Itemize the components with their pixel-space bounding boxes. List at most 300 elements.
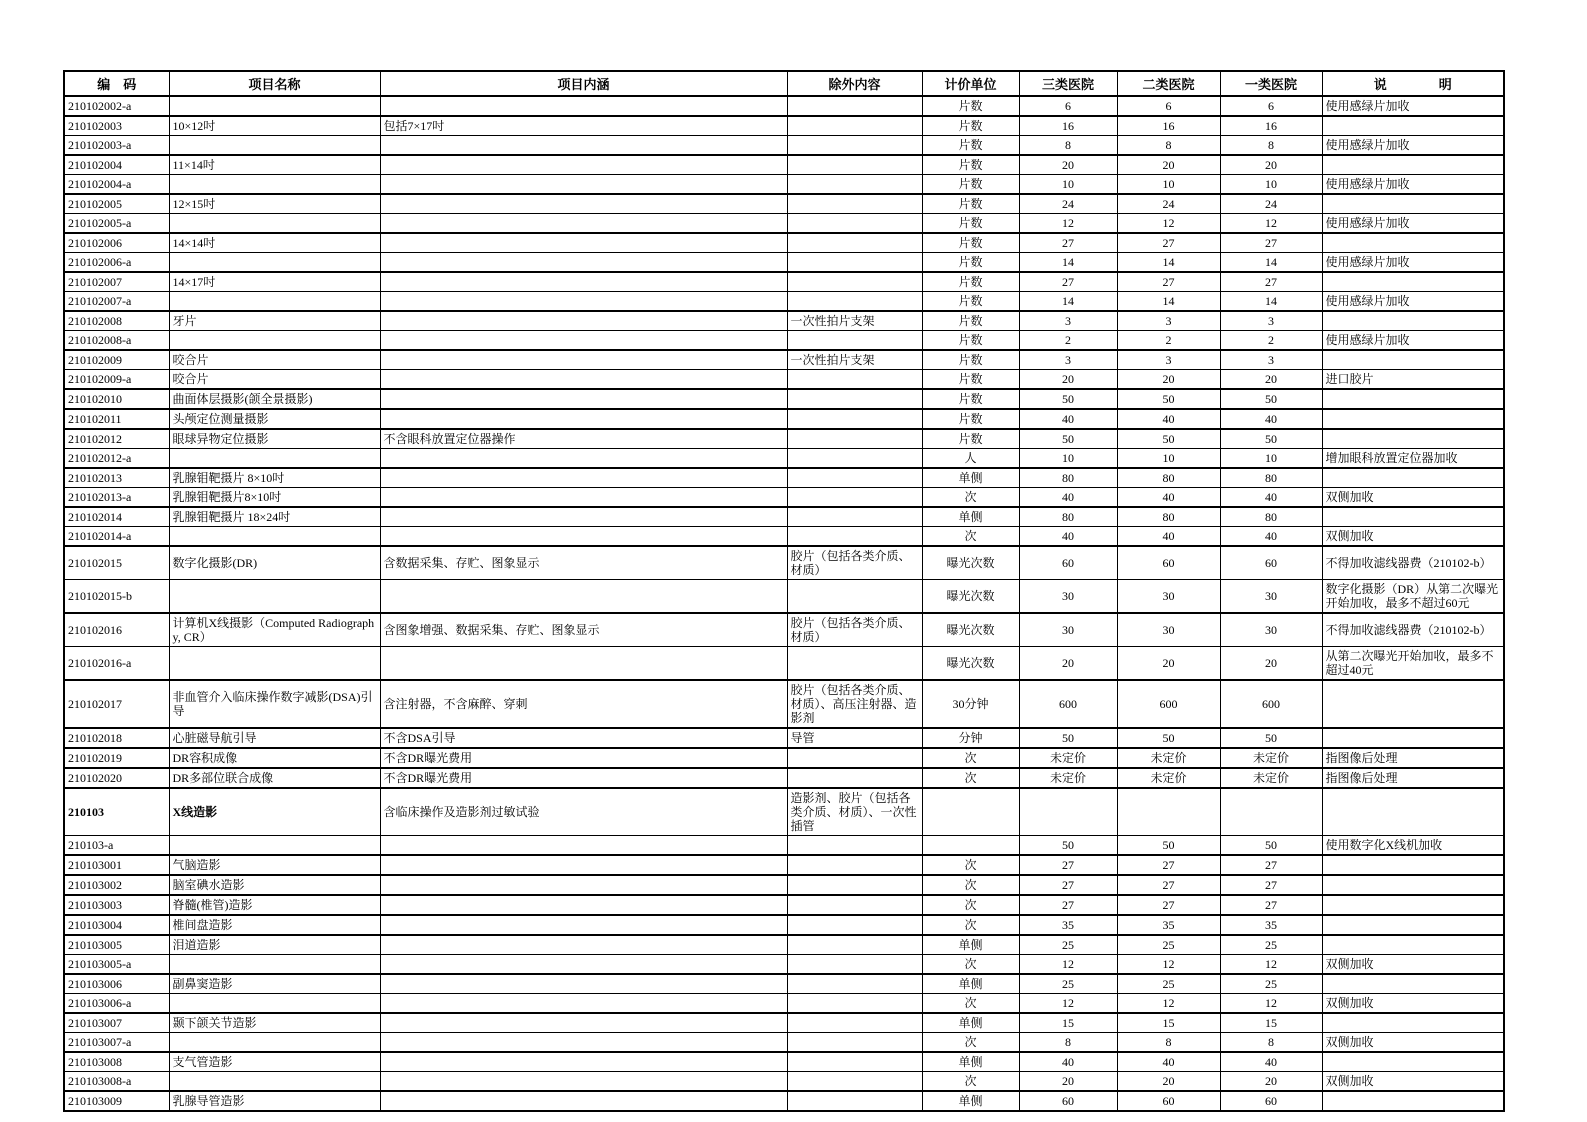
cell-tier3: 未定价 [1019,748,1117,768]
cell-unit: 片数 [922,350,1019,370]
cell-name [169,136,380,156]
cell-code: 210103005-a [64,955,169,975]
cell-tier1: 14 [1220,253,1322,273]
cell-exclude [787,389,922,409]
cell-tier2: 12 [1117,214,1220,234]
cell-code: 210102014-a [64,527,169,547]
cell-content [380,331,787,351]
cell-exclude [787,194,922,214]
cell-code: 210103002 [64,875,169,895]
cell-name: 脊髓(椎管)造影 [169,895,380,915]
cell-tier2: 50 [1117,429,1220,449]
cell-code: 210102009-a [64,370,169,390]
cell-unit: 单侧 [922,507,1019,527]
table-row [64,1091,1504,1111]
cell-code: 210102007 [64,272,169,292]
cell-name: 椎间盘造影 [169,915,380,935]
table-row [64,449,1504,469]
table-row [64,96,1504,116]
cell-content [380,507,787,527]
cell-code: 210102017 [64,680,169,728]
table-row [64,389,1504,409]
table-row [64,311,1504,331]
cell-name: 10×12吋 [169,116,380,136]
cell-exclude [787,580,922,614]
cell-unit: 次 [922,875,1019,895]
cell-tier2: 50 [1117,728,1220,748]
table-row [64,155,1504,175]
cell-note [1322,788,1504,836]
cell-tier1: 27 [1220,855,1322,875]
table-row [64,194,1504,214]
cell-tier3: 24 [1019,194,1117,214]
cell-tier2: 40 [1117,527,1220,547]
table-row [64,527,1504,547]
table-row [64,350,1504,370]
column-header-tier1: 一类医院 [1220,71,1322,96]
table-row [64,468,1504,488]
cell-unit: 片数 [922,155,1019,175]
cell-name [169,253,380,273]
column-header-note: 说 明 [1322,71,1504,96]
cell-name [169,292,380,312]
cell-tier2: 未定价 [1117,748,1220,768]
cell-name [169,955,380,975]
cell-content: 不含眼科放置定位器操作 [380,429,787,449]
cell-exclude [787,488,922,508]
cell-content [380,895,787,915]
cell-code: 210102016-a [64,647,169,681]
cell-tier3: 40 [1019,488,1117,508]
cell-tier2: 30 [1117,580,1220,614]
cell-tier2: 20 [1117,155,1220,175]
cell-name [169,836,380,856]
table-row [64,748,1504,768]
cell-tier2: 80 [1117,507,1220,527]
cell-name [169,96,380,116]
cell-code: 210102006 [64,233,169,253]
cell-note: 双侧加收 [1322,527,1504,547]
cell-unit: 次 [922,527,1019,547]
cell-code: 210102004 [64,155,169,175]
table-row [64,935,1504,955]
cell-unit: 片数 [922,409,1019,429]
cell-note [1322,233,1504,253]
cell-exclude [787,1091,922,1111]
cell-code: 210103004 [64,915,169,935]
cell-note [1322,1013,1504,1033]
cell-content [380,214,787,234]
cell-content [380,468,787,488]
table-row [64,292,1504,312]
cell-tier3: 80 [1019,507,1117,527]
cell-tier1: 6 [1220,96,1322,116]
cell-exclude [787,915,922,935]
cell-tier3: 3 [1019,311,1117,331]
cell-content [380,1013,787,1033]
cell-content: 含图象增强、数据采集、存贮、图象显示 [380,613,787,647]
cell-tier2: 20 [1117,1072,1220,1092]
cell-exclude [787,233,922,253]
column-header-tier2: 二类医院 [1117,71,1220,96]
cell-tier1: 15 [1220,1013,1322,1033]
cell-tier3: 12 [1019,994,1117,1014]
cell-content [380,409,787,429]
cell-tier1: 20 [1220,370,1322,390]
cell-name: 14×17吋 [169,272,380,292]
cell-content: 不含DR曝光费用 [380,748,787,768]
cell-tier1: 50 [1220,429,1322,449]
cell-tier2 [1117,788,1220,836]
table-row [64,680,1504,728]
cell-tier2: 25 [1117,974,1220,994]
cell-tier2: 12 [1117,994,1220,1014]
cell-content [380,580,787,614]
cell-unit [922,836,1019,856]
cell-tier3: 600 [1019,680,1117,728]
cell-unit: 次 [922,994,1019,1014]
cell-note: 从第二次曝光开始加收，最多不超过40元 [1322,647,1504,681]
cell-content [380,836,787,856]
cell-name: 12×15吋 [169,194,380,214]
cell-code: 210103-a [64,836,169,856]
cell-code: 210102014 [64,507,169,527]
cell-tier3: 50 [1019,836,1117,856]
cell-note: 使用感绿片加收 [1322,253,1504,273]
table-row [64,1072,1504,1092]
cell-unit [922,788,1019,836]
cell-content [380,527,787,547]
cell-content [380,194,787,214]
cell-exclude [787,292,922,312]
cell-note [1322,350,1504,370]
cell-note: 使用数字化X线机加收 [1322,836,1504,856]
cell-code: 210102015 [64,546,169,580]
table-row [64,1013,1504,1033]
column-header-code: 编 码 [64,71,169,96]
cell-note [1322,409,1504,429]
cell-note: 不得加收滤线器费（210102-b） [1322,546,1504,580]
cell-tier2: 25 [1117,935,1220,955]
cell-tier1: 未定价 [1220,768,1322,788]
cell-name [169,175,380,195]
cell-tier2: 14 [1117,292,1220,312]
cell-tier1: 27 [1220,272,1322,292]
cell-name: 支气管造影 [169,1052,380,1072]
table-row [64,974,1504,994]
cell-tier1: 20 [1220,155,1322,175]
cell-tier2: 27 [1117,875,1220,895]
cell-note: 双侧加收 [1322,488,1504,508]
cell-tier2: 50 [1117,836,1220,856]
cell-tier2: 40 [1117,1052,1220,1072]
cell-content: 不含DR曝光费用 [380,768,787,788]
column-header-unit: 计价单位 [922,71,1019,96]
cell-name [169,331,380,351]
cell-note: 指图像后处理 [1322,768,1504,788]
table-row [64,272,1504,292]
cell-name: 曲面体层摄影(颌全景摄影) [169,389,380,409]
cell-name: 颞下颌关节造影 [169,1013,380,1033]
cell-content: 不含DSA引导 [380,728,787,748]
table-row [64,214,1504,234]
cell-tier3: 20 [1019,1072,1117,1092]
cell-name: 眼球异物定位摄影 [169,429,380,449]
cell-note [1322,680,1504,728]
cell-exclude [787,214,922,234]
cell-name [169,647,380,681]
cell-tier3: 25 [1019,974,1117,994]
cell-tier3: 60 [1019,546,1117,580]
cell-code: 210102003-a [64,136,169,156]
cell-tier2: 10 [1117,175,1220,195]
table-row [64,136,1504,156]
cell-tier2: 27 [1117,855,1220,875]
cell-tier3: 60 [1019,1091,1117,1111]
cell-code: 210102008 [64,311,169,331]
cell-content [380,311,787,331]
cell-exclude [787,527,922,547]
cell-name: 计算机X线摄影（Computed Radiography, CR） [169,613,380,647]
cell-tier3: 6 [1019,96,1117,116]
cell-exclude [787,748,922,768]
cell-tier1: 10 [1220,175,1322,195]
cell-exclude [787,1052,922,1072]
cell-name [169,1072,380,1092]
cell-content [380,488,787,508]
cell-tier3: 14 [1019,253,1117,273]
cell-exclude [787,370,922,390]
cell-tier3: 20 [1019,155,1117,175]
cell-tier3: 12 [1019,955,1117,975]
cell-content [380,855,787,875]
cell-content [380,1072,787,1092]
cell-tier1: 40 [1220,488,1322,508]
cell-tier3: 27 [1019,233,1117,253]
cell-tier2: 14 [1117,253,1220,273]
cell-content [380,935,787,955]
cell-tier3: 2 [1019,331,1117,351]
cell-tier2: 27 [1117,233,1220,253]
column-header-content: 项目内涵 [380,71,787,96]
cell-code: 210103006-a [64,994,169,1014]
cell-tier3: 50 [1019,429,1117,449]
cell-note: 双侧加收 [1322,994,1504,1014]
cell-exclude: 胶片（包括各类介质、材质） [787,546,922,580]
cell-note: 不得加收滤线器费（210102-b） [1322,613,1504,647]
cell-exclude [787,1072,922,1092]
cell-tier1: 12 [1220,994,1322,1014]
cell-tier1: 30 [1220,613,1322,647]
cell-tier2: 15 [1117,1013,1220,1033]
price-table [63,70,1505,1112]
cell-content [380,449,787,469]
cell-tier2: 未定价 [1117,768,1220,788]
cell-content: 包括7×17吋 [380,116,787,136]
cell-note [1322,155,1504,175]
cell-tier3: 30 [1019,613,1117,647]
price-table-body [64,96,1504,1111]
cell-exclude [787,895,922,915]
cell-name: X线造影 [169,788,380,836]
cell-note [1322,311,1504,331]
cell-code: 210102008-a [64,331,169,351]
cell-unit: 单侧 [922,1052,1019,1072]
cell-unit: 片数 [922,272,1019,292]
cell-content: 含临床操作及造影剂过敏试验 [380,788,787,836]
cell-note: 使用感绿片加收 [1322,136,1504,156]
cell-content [380,292,787,312]
cell-unit: 次 [922,488,1019,508]
cell-unit: 曝光次数 [922,546,1019,580]
table-row [64,1052,1504,1072]
cell-name [169,1033,380,1053]
cell-exclude [787,272,922,292]
cell-unit: 片数 [922,370,1019,390]
cell-tier3: 40 [1019,527,1117,547]
cell-exclude [787,875,922,895]
table-row [64,116,1504,136]
cell-unit: 单侧 [922,468,1019,488]
cell-unit: 次 [922,915,1019,935]
cell-tier3 [1019,788,1117,836]
table-row [64,955,1504,975]
cell-tier2: 600 [1117,680,1220,728]
cell-name: DR多部位联合成像 [169,768,380,788]
cell-unit: 片数 [922,96,1019,116]
cell-exclude [787,155,922,175]
cell-code: 210103008-a [64,1072,169,1092]
cell-code: 210103 [64,788,169,836]
cell-note [1322,468,1504,488]
cell-exclude [787,935,922,955]
cell-note: 使用感绿片加收 [1322,96,1504,116]
cell-code: 210103007 [64,1013,169,1033]
cell-note [1322,855,1504,875]
cell-note [1322,875,1504,895]
cell-content [380,389,787,409]
cell-content [380,350,787,370]
cell-unit: 片数 [922,175,1019,195]
cell-note: 指图像后处理 [1322,748,1504,768]
cell-content [380,96,787,116]
cell-note [1322,1091,1504,1111]
cell-exclude: 胶片（包括各类介质、材质） [787,613,922,647]
table-row [64,331,1504,351]
cell-exclude [787,175,922,195]
cell-tier1: 24 [1220,194,1322,214]
table-row [64,788,1504,836]
cell-tier3: 8 [1019,1033,1117,1053]
cell-unit: 片数 [922,194,1019,214]
cell-tier1: 12 [1220,214,1322,234]
cell-content [380,233,787,253]
cell-exclude [787,468,922,488]
cell-tier2: 27 [1117,272,1220,292]
cell-code: 210103001 [64,855,169,875]
table-row [64,994,1504,1014]
cell-unit: 片数 [922,214,1019,234]
cell-tier2: 60 [1117,546,1220,580]
cell-tier3: 25 [1019,935,1117,955]
cell-note: 增加眼科放置定位器加收 [1322,449,1504,469]
cell-code: 210102003 [64,116,169,136]
column-header-exclude: 除外内容 [787,71,922,96]
cell-code: 210102013-a [64,488,169,508]
cell-content [380,155,787,175]
cell-tier1: 12 [1220,955,1322,975]
cell-code: 210103009 [64,1091,169,1111]
table-row [64,855,1504,875]
cell-tier3: 10 [1019,449,1117,469]
cell-code: 210103006 [64,974,169,994]
cell-tier1: 60 [1220,1091,1322,1111]
cell-name: 乳腺钼靶摄片 18×24吋 [169,507,380,527]
cell-exclude [787,253,922,273]
cell-exclude [787,96,922,116]
cell-note [1322,194,1504,214]
table-row [64,1033,1504,1053]
cell-note [1322,1052,1504,1072]
cell-exclude [787,1013,922,1033]
cell-note: 双侧加收 [1322,1072,1504,1092]
cell-exclude: 一次性拍片支架 [787,350,922,370]
cell-tier3: 未定价 [1019,768,1117,788]
cell-note: 使用感绿片加收 [1322,292,1504,312]
cell-note [1322,389,1504,409]
cell-exclude [787,855,922,875]
cell-tier3: 12 [1019,214,1117,234]
cell-tier3: 3 [1019,350,1117,370]
cell-tier1: 50 [1220,728,1322,748]
cell-content [380,175,787,195]
cell-tier2: 6 [1117,96,1220,116]
cell-exclude [787,1033,922,1053]
cell-code: 210102011 [64,409,169,429]
cell-exclude [787,136,922,156]
cell-tier3: 20 [1019,647,1117,681]
cell-tier1: 10 [1220,449,1322,469]
cell-note: 数字化摄影（DR）从第二次曝光开始加收，最多不超过60元 [1322,580,1504,614]
cell-tier2: 35 [1117,915,1220,935]
cell-tier1: 40 [1220,527,1322,547]
cell-tier1: 50 [1220,836,1322,856]
cell-code: 210102016 [64,613,169,647]
cell-note: 使用感绿片加收 [1322,214,1504,234]
cell-code: 210102007-a [64,292,169,312]
cell-unit: 片数 [922,136,1019,156]
cell-content [380,875,787,895]
cell-tier2: 24 [1117,194,1220,214]
cell-tier3: 40 [1019,1052,1117,1072]
cell-code: 210102015-b [64,580,169,614]
cell-note [1322,429,1504,449]
cell-code: 210102020 [64,768,169,788]
cell-content [380,136,787,156]
cell-name: 11×14吋 [169,155,380,175]
cell-tier1: 25 [1220,935,1322,955]
cell-code: 210103008 [64,1052,169,1072]
cell-exclude [787,768,922,788]
cell-name [169,214,380,234]
cell-name: 数字化摄影(DR) [169,546,380,580]
cell-unit: 次 [922,768,1019,788]
cell-tier1: 80 [1220,507,1322,527]
cell-note [1322,935,1504,955]
cell-tier2: 40 [1117,409,1220,429]
cell-name: 乳腺钼靶摄片 8×10吋 [169,468,380,488]
table-row [64,488,1504,508]
